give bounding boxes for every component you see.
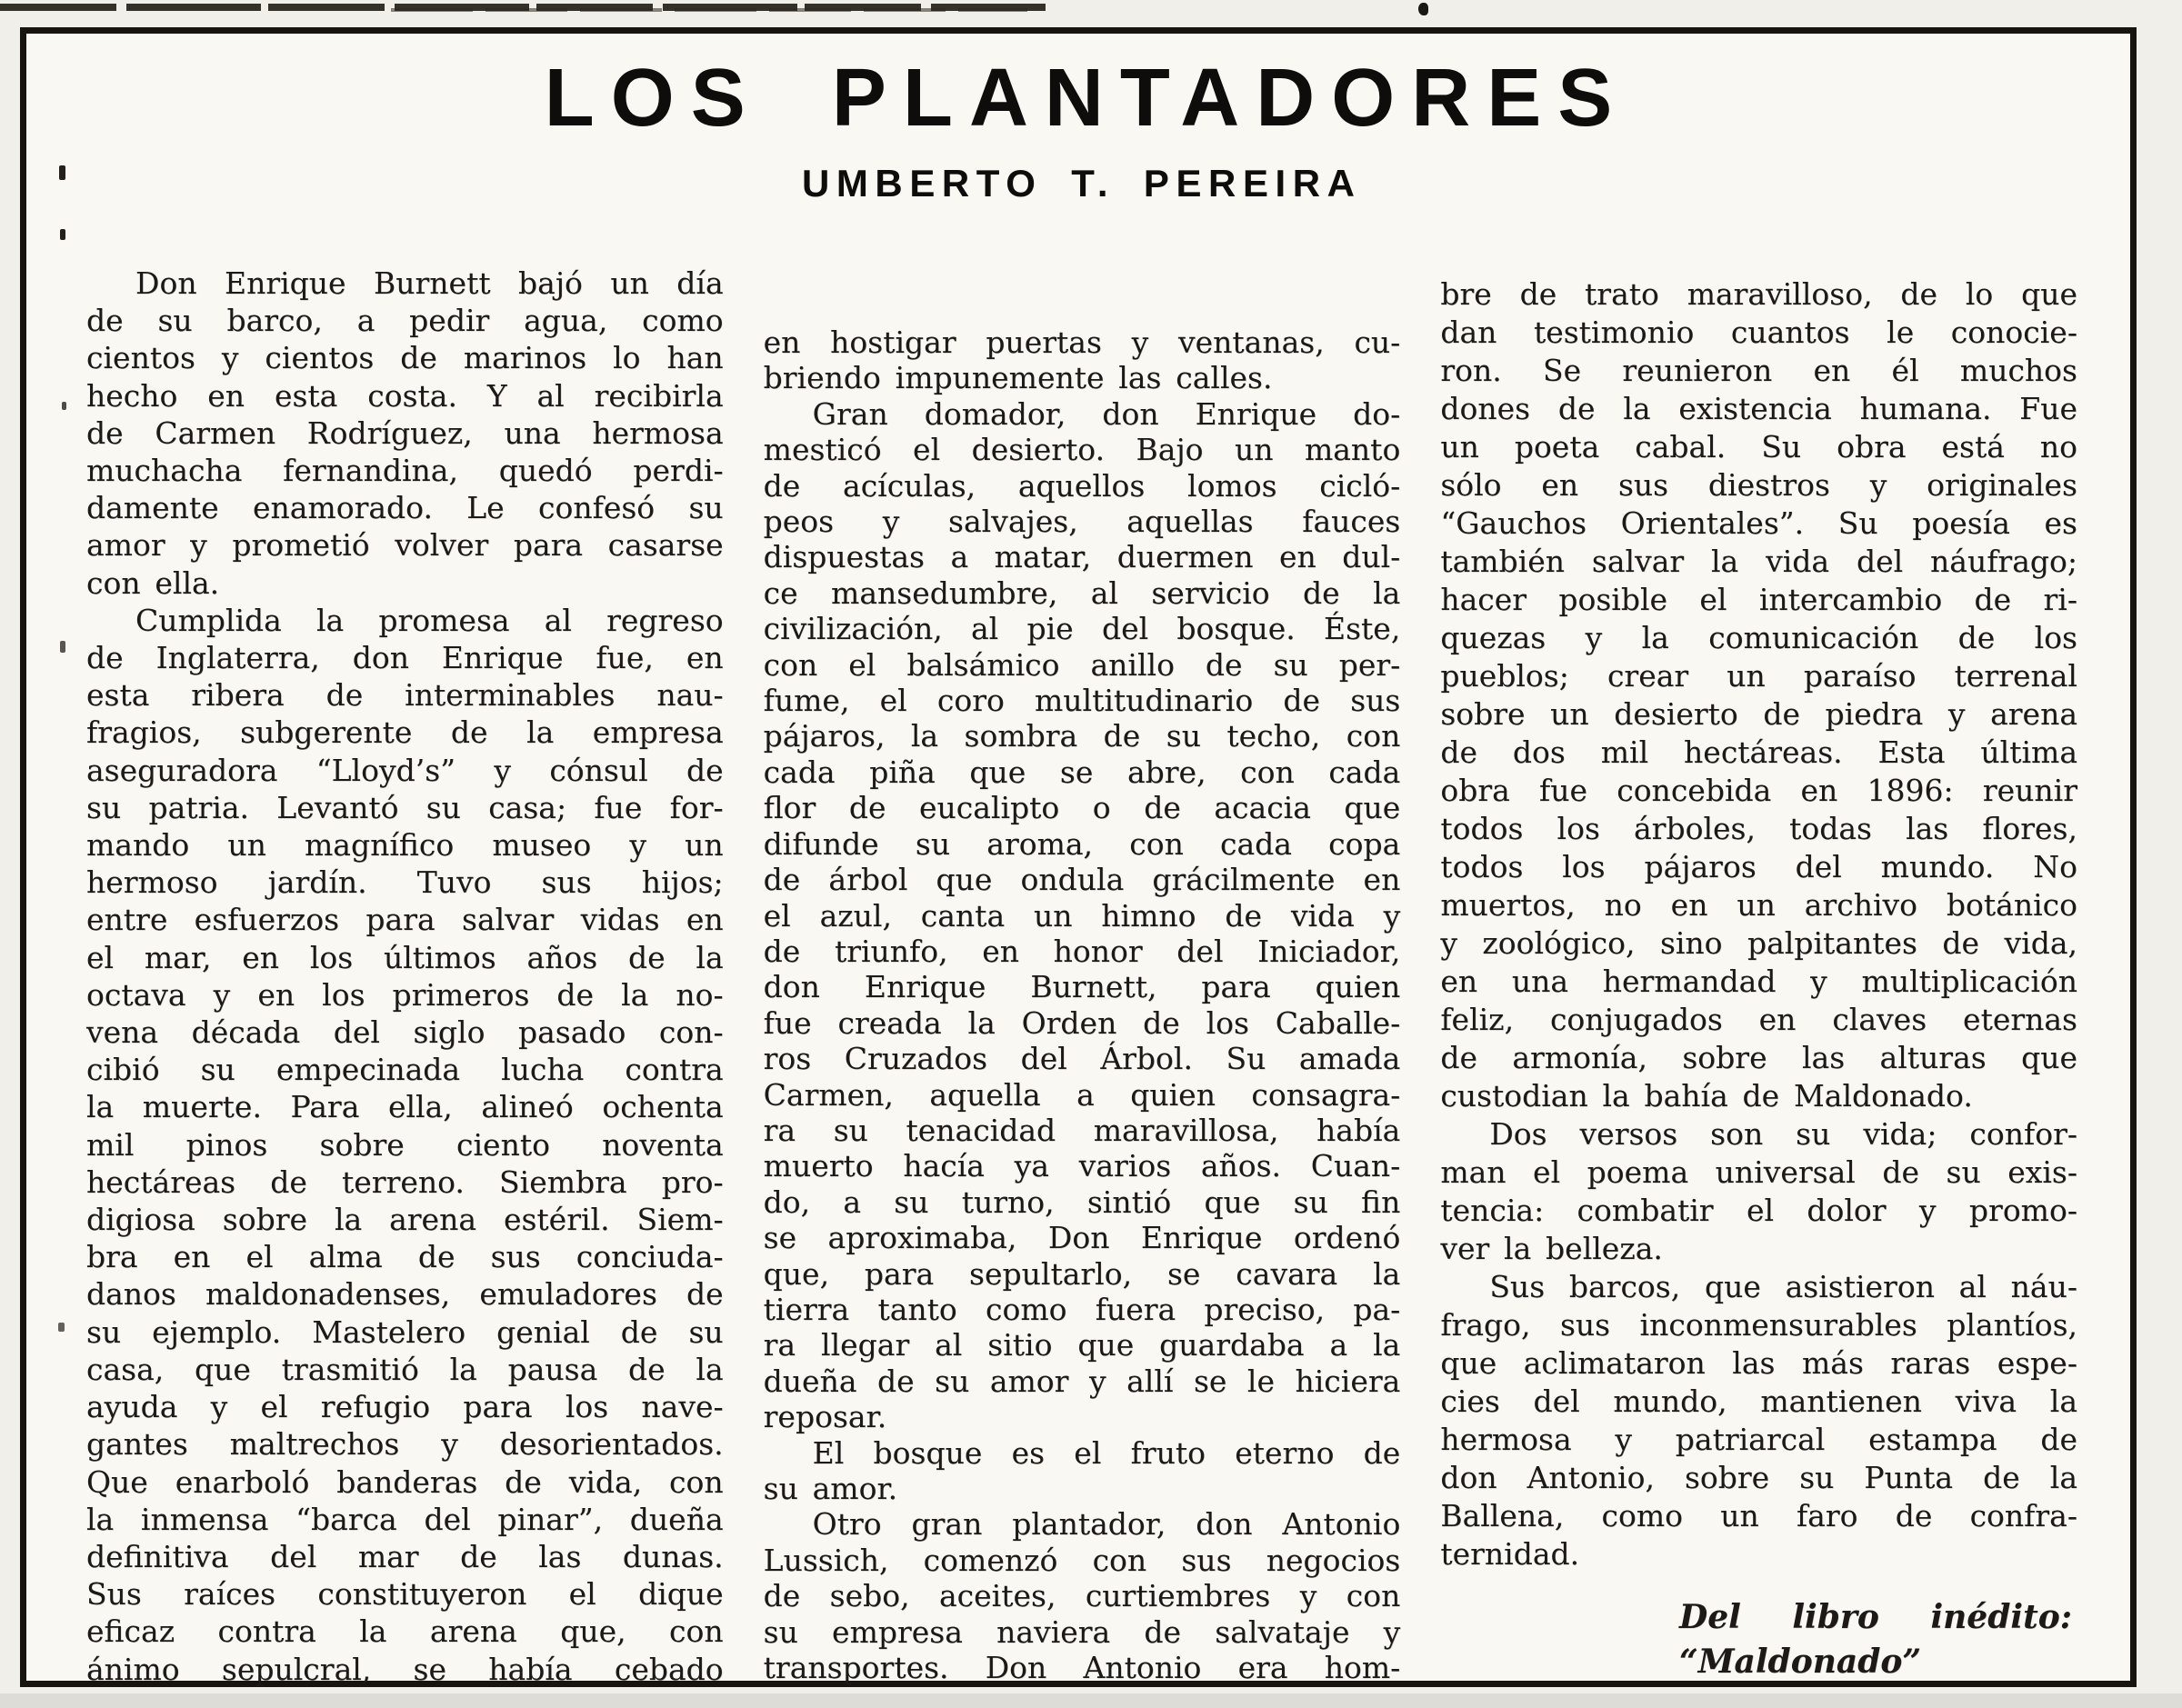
torn-edge-rule-fragment	[391, 8, 1027, 12]
signature-line-2: “Maldonado”	[1679, 1643, 1922, 1681]
text-line: cada piña que se abre, con cada	[763, 754, 1401, 790]
text-line: difunde su aroma, con cada copa	[763, 825, 1401, 862]
text-line: dan testimonio cuantos le conocie-	[1440, 315, 2077, 350]
text-line: cientos y cientos de marinos lo han	[86, 340, 724, 376]
text-line: el azul, canta un himno de vida y	[763, 897, 1401, 934]
text-line: y zoológico, sino palpitantes de vida,	[1440, 925, 2077, 961]
text-line: definitiva del mar de las dunas.	[86, 1538, 724, 1574]
text-line: tierra tanto como fuera preciso, pa-	[763, 1291, 1401, 1327]
text-line: ra su tenacidad maravillosa, había	[763, 1112, 1401, 1148]
text-line: muerto hacía ya varios años. Cuan-	[763, 1148, 1401, 1184]
text-line: mesticó el desierto. Bajo un manto	[763, 432, 1401, 468]
text-line: ros Cruzados del Árbol. Su amada	[763, 1041, 1401, 1077]
scan-speck	[59, 165, 65, 180]
text-line: Dos versos son su vida; confor-	[1489, 1116, 2077, 1152]
text-line: eficaz contra la arena que, con	[86, 1613, 724, 1650]
text-line: de triunfo, en honor del Iniciador,	[763, 933, 1401, 969]
text-line: obra fue concebida en 1896: reunir	[1440, 773, 2077, 808]
text-line: don Antonio, sobre su Punta de la	[1440, 1460, 2077, 1495]
text-line: dispuestas a matar, duermen en dul-	[763, 539, 1401, 575]
text-line: un poeta cabal. Su obra está no	[1440, 429, 2077, 464]
article-title: LOS PLANTADORES	[544, 53, 1629, 144]
text-line: frago, sus inconmensurables plantíos,	[1440, 1307, 2077, 1343]
text-line: civilización, al pie del bosque. Éste,	[763, 611, 1401, 647]
text-line: de árbol que ondula grácilmente en	[763, 862, 1401, 898]
text-line: mil pinos sobre ciento noventa	[86, 1126, 724, 1163]
text-line: gantes maltrechos y desorientados.	[86, 1426, 724, 1463]
text-line: peos y salvajes, aquellas fauces	[763, 504, 1401, 540]
text-line: pájaros, la sombra de su techo, con	[763, 718, 1401, 754]
text-line: en hostigar puertas y ventanas, cu-	[763, 325, 1401, 360]
text-line: su patria. Levantó su casa; fue for-	[86, 789, 724, 825]
text-line: de acículas, aquellos lomos cicló-	[763, 467, 1401, 504]
text-line: Otro gran plantador, don Antonio	[812, 1506, 1401, 1543]
text-line: dones de la existencia humana. Fue	[1440, 391, 2077, 426]
text-line: muertos, no en un archivo botánico	[1440, 887, 2077, 923]
text-line: todos los árboles, todas las flores,	[1440, 811, 2077, 846]
text-line: danos maldonadenses, emuladores de	[86, 1276, 724, 1313]
text-line: de sebo, aceites, curtiembres y con	[763, 1578, 1401, 1614]
text-line: Sus raíces constituyeron el dique	[86, 1576, 724, 1613]
text-line: muchacha fernandina, quedó perdi-	[86, 453, 724, 489]
text-column-2	[764, 265, 1401, 1688]
text-line: transportes. Don Antonio era hom-	[763, 1650, 1401, 1686]
text-line: amor y prometió volver para casarse	[86, 527, 724, 564]
scan-speck	[58, 1323, 65, 1332]
text-line: hecho en esta costa. Y al recibirla	[86, 377, 724, 414]
scan-speck	[60, 229, 65, 240]
text-line: vena década del siglo pasado con-	[86, 1014, 724, 1051]
text-line: ánimo sepulcral, se había cebado	[86, 1651, 724, 1687]
text-line: ternidad.	[1440, 1536, 1580, 1572]
text-line: do, a su turno, sintió que su fin	[763, 1184, 1401, 1220]
text-line: también salvar la vida del náufrago;	[1440, 544, 2077, 579]
text-line: briendo impunemente las calles.	[763, 360, 1273, 396]
text-line: de su barco, a pedir agua, como	[86, 303, 724, 339]
text-line: la muerte. Para ella, alineó ochenta	[86, 1089, 724, 1125]
scan-speck	[60, 641, 65, 653]
text-line: hermosa y patriarcal estampa de	[1440, 1422, 2077, 1457]
signature-block	[1679, 1595, 2072, 1684]
text-line: sólo en sus diestros y originales	[1440, 467, 2077, 503]
text-line: Lussich, comenzó con sus negocios	[763, 1542, 1401, 1578]
article-columns	[26, 265, 2130, 1688]
text-line: ra llegar al sitio que guardaba a la	[763, 1327, 1401, 1363]
text-line: octava y en los primeros de la no-	[86, 976, 724, 1013]
text-line: cies del mundo, mantienen viva la	[1440, 1383, 2077, 1419]
text-line: tencia: combatir el dolor y promo-	[1440, 1193, 2077, 1228]
text-line: damente enamorado. Le confesó su	[86, 490, 724, 526]
text-line: esta ribera de interminables nau-	[86, 677, 724, 714]
text-line: pueblos; crear un paraíso terrenal	[1440, 658, 2077, 694]
text-line: con ella.	[86, 564, 220, 601]
text-line: “Gauchos Orientales”. Su poesía es	[1440, 505, 2077, 541]
text-line: todos los pájaros del mundo. No	[1440, 849, 2077, 884]
text-line: hectáreas de terreno. Siembra pro-	[86, 1164, 724, 1200]
text-line: hermoso jardín. Tuvo sus hijos;	[86, 864, 724, 901]
signature-line-1: Del libro inédito:	[1679, 1598, 2072, 1636]
text-line: flor de eucalipto o de acacia que	[763, 790, 1401, 826]
text-column-1	[86, 265, 724, 1688]
text-line: mando un magnífico museo y un	[86, 827, 724, 864]
text-line: quezas y la comunicación de los	[1440, 620, 2077, 655]
text-line: ayuda y el refugio para los nave-	[86, 1389, 724, 1425]
ink-speck	[1418, 3, 1428, 15]
text-line: fume, el coro multitudinario de sus	[763, 683, 1401, 719]
text-line: hacer posible el intercambio de ri-	[1440, 582, 2077, 617]
text-line: Carmen, aquella a quien consagra-	[763, 1076, 1401, 1113]
text-line: cibió su empecinada lucha contra	[86, 1052, 724, 1088]
text-line: reposar.	[763, 1399, 887, 1435]
text-line: bra en el alma de sus conciuda-	[86, 1239, 724, 1275]
text-line: de Carmen Rodríguez, una hermosa	[86, 415, 724, 451]
text-line: digiosa sobre la arena estéril. Siem-	[86, 1202, 724, 1238]
text-line: que, para sepultarlo, se cavara la	[763, 1255, 1401, 1292]
text-line: sobre un desierto de piedra y arena	[1440, 696, 2077, 732]
article-byline: UMBERTO T. PEREIRA	[801, 162, 1362, 205]
text-column-3	[1440, 265, 2077, 1688]
text-line: fue creada la Orden de los Caballe-	[763, 1004, 1401, 1041]
text-line: se aproximaba, Don Enrique ordenó	[763, 1220, 1401, 1256]
text-line: Sus barcos, que asistieron al náu-	[1489, 1269, 2077, 1304]
text-line: con el balsámico anillo de su per-	[763, 646, 1401, 683]
text-line: el mar, en los últimos años de la	[86, 939, 724, 975]
text-line: de dos mil hectáreas. Esta última	[1440, 734, 2077, 770]
text-line: casa, que trasmitió la pausa de la	[86, 1351, 724, 1387]
text-line: feliz, conjugados en claves eternas	[1440, 1002, 2077, 1037]
text-line: Que enarboló banderas de vida, con	[86, 1463, 724, 1500]
text-line: entre esfuerzos para salvar vidas en	[86, 902, 724, 938]
text-line: fragios, subgerente de la empresa	[86, 714, 724, 751]
text-line: de Inglaterra, don Enrique fue, en	[86, 640, 724, 676]
text-line: Don Enrique Burnett bajó un día	[135, 265, 724, 301]
text-line: ce mansedumbre, al servicio de la	[763, 574, 1401, 611]
text-line: su empresa naviera de salvataje y	[763, 1613, 1401, 1650]
text-line: aseguradora “Lloyd’s” y cónsul de	[86, 752, 724, 788]
scan-speck	[62, 402, 66, 410]
text-line: la inmensa “barca del pinar”, dueña	[86, 1501, 724, 1537]
text-line: Gran domador, don Enrique do-	[812, 395, 1401, 432]
text-line: El bosque es el fruto eterno de	[812, 1434, 1401, 1471]
text-line: ron. Se reunieron en él muchos	[1440, 353, 2077, 388]
text-line: Cumplida la promesa al regreso	[135, 602, 724, 638]
text-line: ver la belleza.	[1440, 1231, 1663, 1266]
scan-shadow	[0, 1693, 2182, 1708]
text-line: man el poema universal de su exis-	[1440, 1154, 2077, 1190]
text-line: don Enrique Burnett, para quien	[763, 969, 1401, 1005]
text-line: Ballena, como un faro de confra-	[1440, 1498, 2077, 1533]
page-frame	[20, 27, 2137, 1687]
text-line: de armonía, sobre las alturas que	[1440, 1040, 2077, 1075]
text-line: su ejemplo. Mastelero genial de su	[86, 1313, 724, 1350]
text-line: su amor.	[763, 1471, 898, 1506]
text-line: en una hermandad y multiplicación	[1440, 964, 2077, 999]
text-line: dueña de su amor y allí se le hiciera	[763, 1363, 1401, 1399]
text-line: bre de trato maravilloso, de lo que	[1440, 276, 2077, 312]
text-line: custodian la bahía de Maldonado.	[1440, 1078, 1973, 1114]
text-line: que aclimataron las más raras espe-	[1440, 1345, 2077, 1381]
